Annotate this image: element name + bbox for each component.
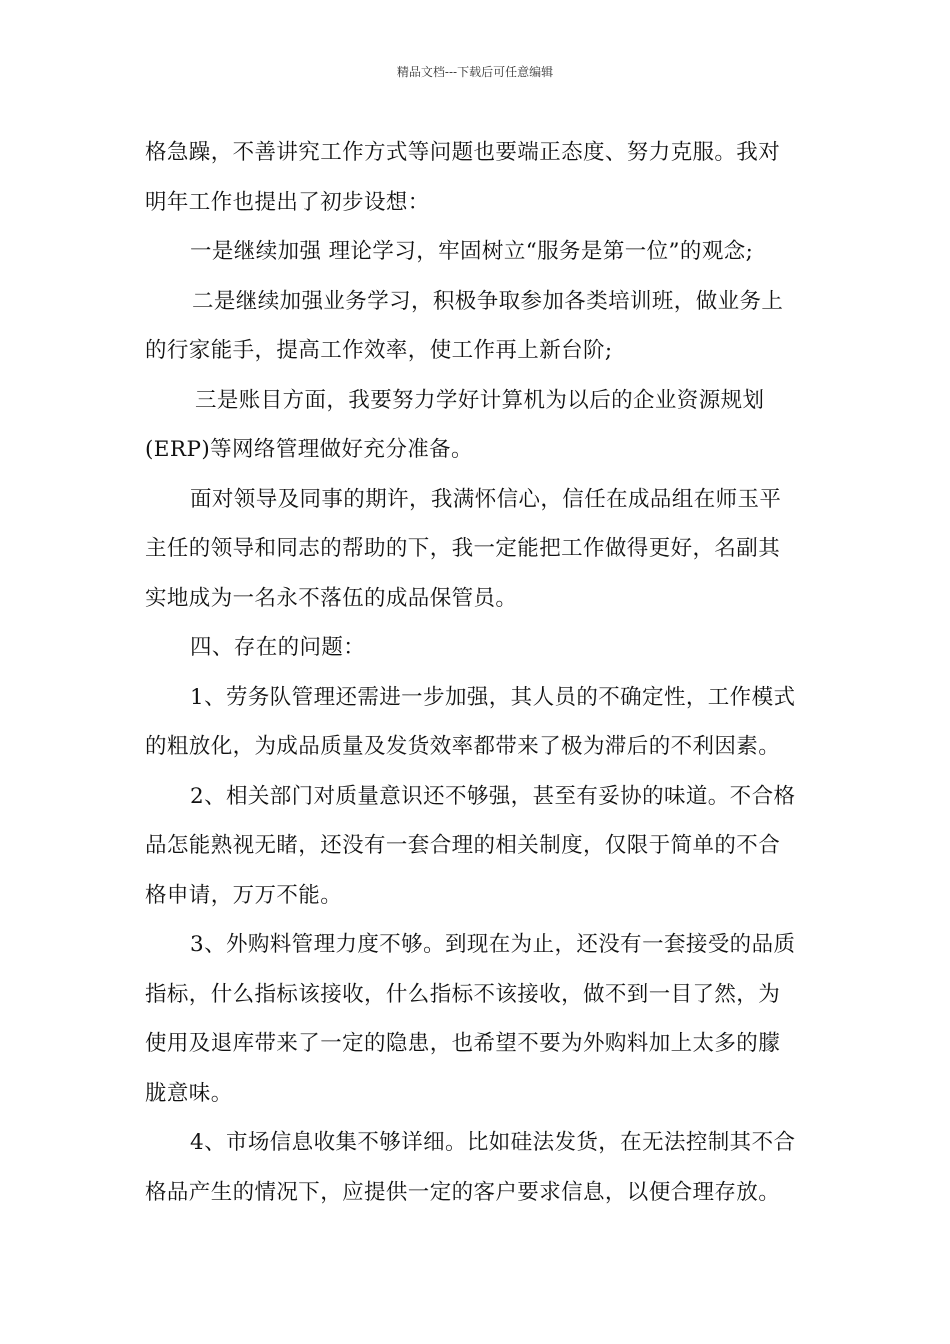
body-line: 4、市场信息收集不够详细。比如硅法发货，在无法控制其不合 (190, 1130, 796, 1155)
body-line: 二是继续加强业务学习，积极争取参加各类培训班，做业务上 (192, 288, 784, 314)
body-line: (ERP)等网络管理做好充分准备。 (145, 437, 473, 462)
body-line: 格急躁，不善讲究工作方式等问题也要端正态度、努力克服。我对 (145, 140, 781, 165)
body-line: 三是账目方面，我要努力学好计算机为以后的企业资源规划 (195, 387, 765, 413)
body-line: 1、劳务队管理还需进一步加强，其人员的不确定性，工作模式 (190, 684, 796, 710)
body-line: 明年工作也提出了初步设想： (145, 189, 430, 215)
body-line: 一是继续加强 理论学习，牢固树立“服务是第一位”的观念; (190, 239, 754, 264)
body-line: 的粗放化，为成品质量及发货效率都带来了极为滞后的不利因素。 (145, 734, 781, 759)
body-line: 品怎能熟视无睹，还没有一套合理的相关制度，仅限于简单的不合 (145, 833, 781, 858)
body-line: 格品产生的情况下，应提供一定的客户要求信息，以便合理存放。 (145, 1179, 781, 1205)
body-line: 实地成为一名永不落伍的成品保管员。 (145, 585, 518, 611)
body-line: 胧意味。 (145, 1080, 233, 1106)
body-line: 格申请，万万不能。 (145, 882, 343, 908)
body-line: 指标，什么指标该接收，什么指标不该接收，做不到一目了然，为 (145, 981, 781, 1007)
page-header: 精品文档---下载后可任意编辑 (396, 65, 554, 79)
body-line: 3、外购料管理力度不够。到现在为止，还没有一套接受的品质 (190, 932, 796, 957)
body-line: 面对领导及同事的期许，我满怀信心，信任在成品组在师玉平 (190, 486, 782, 512)
body-line: 的行家能手，提高工作效率，使工作再上新台阶; (145, 338, 613, 363)
body-line: 2、相关部门对质量意识还不够强，甚至有妥协的味道。不合格 (190, 783, 796, 809)
body-line: 使用及退库带来了一定的隐患，也希望不要为外购料加上太多的朦 (145, 1031, 781, 1056)
document-body (145, 128, 807, 1217)
body-line: 主任的领导和同志的帮助的下，我一定能把工作做得更好，名副其 (145, 536, 781, 561)
section-heading: 四、存在的问题： (190, 635, 366, 660)
